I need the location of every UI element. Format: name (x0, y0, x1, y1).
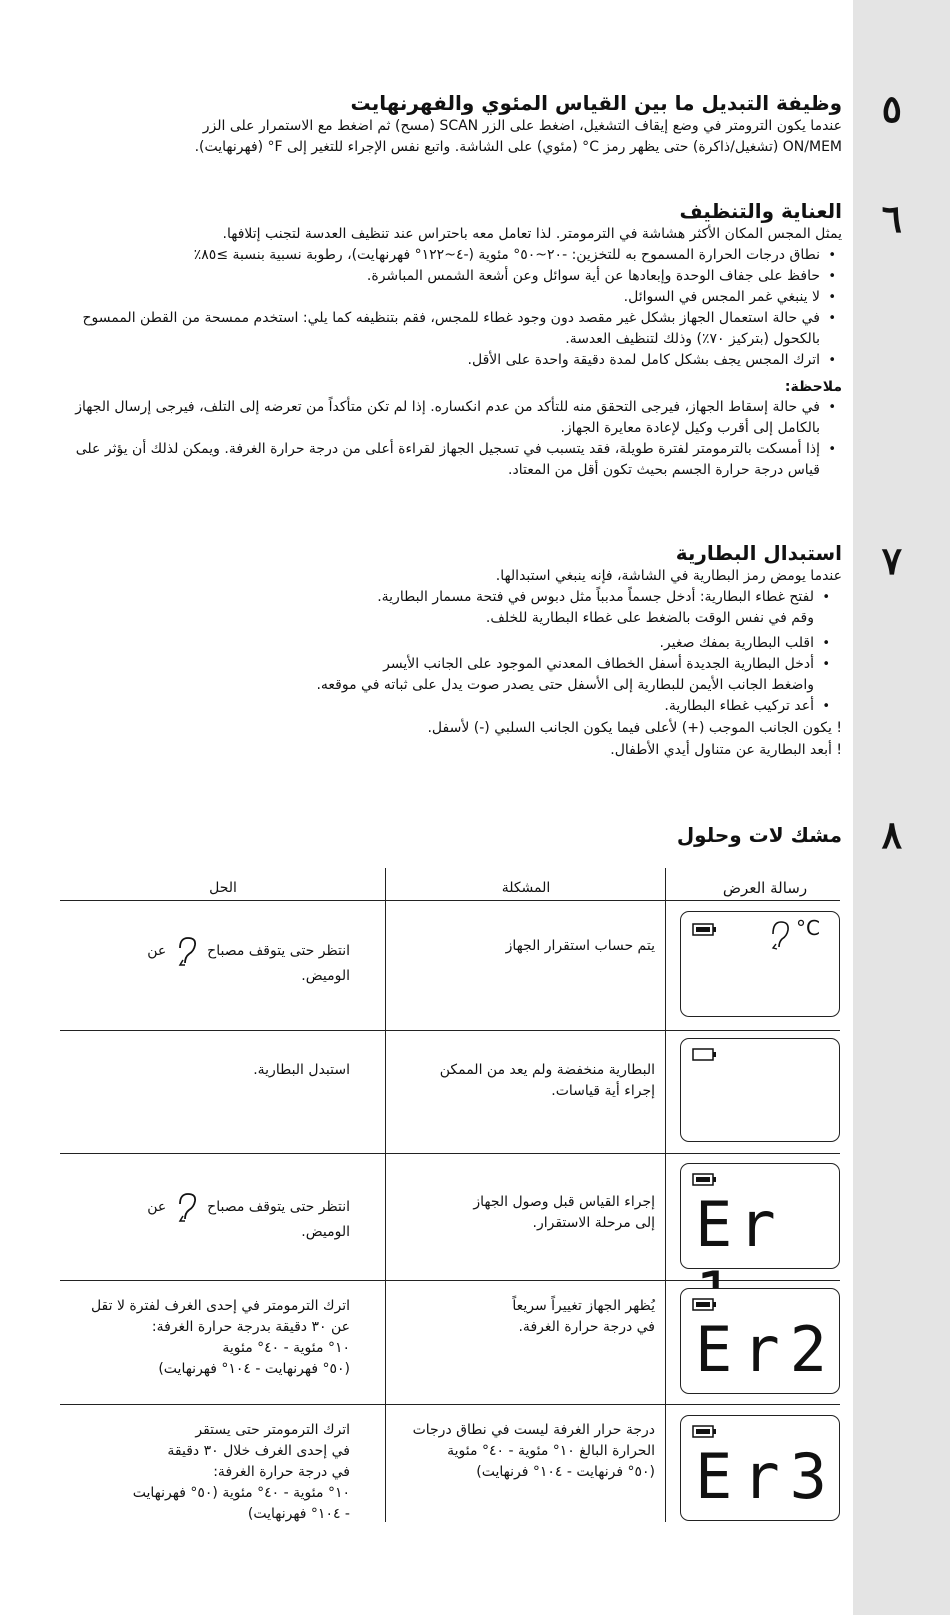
header-display: رسالة العرض (722, 879, 808, 897)
section-5-title: وظيفة التبديل ما بين القياس المئوي والفهرنهايت (350, 91, 842, 115)
section-8-number: ٨ (881, 812, 902, 857)
list-item: • لفتح غطاء البطارية: أدخل جسماً مدبباً مثل دبوس في فتحة مسمار البطارية. (60, 587, 814, 608)
row-divider (60, 1404, 840, 1405)
solution-cell (70, 1192, 350, 1243)
row-divider (60, 1153, 840, 1154)
solution-text: في درجة حرارة الغرفة: (213, 1464, 350, 1480)
section-7-intro: عندما يومض رمز البطارية في الشاشة، فإنه ينبغي استبدالها. (495, 568, 842, 584)
problem-cell (395, 1192, 655, 1234)
header-problem: المشكلة (501, 880, 551, 896)
header-solution: الحل (209, 880, 237, 896)
list-item: • في حالة إسقاط الجهاز، فيرجى التحقق منه للتأكد من عدم انكساره. إذا لم تكن متأكداً من تعرضه إلى التلف، فيرجى إرسال الجهاز بالكامل إلى أقرب وكيل لإعادة معايرة الجهاز. (60, 397, 820, 439)
problem-text: البطارية منخفضة ولم يعد من الممكن (439, 1062, 655, 1078)
solution-text: الوميض. (301, 968, 350, 984)
section-6-number: ٦ (881, 196, 902, 241)
empty-battery-icon (681, 1039, 839, 1141)
lcd-display-er2 (680, 1288, 840, 1394)
problem-text: إلى مرحلة الاستقرار. (532, 1215, 655, 1231)
note-title: ملاحظة: (784, 379, 842, 395)
section-6-title: العناية والتنظيف (679, 199, 842, 223)
list-item: • نطاق درجات الحرارة المسموح به للتخزين: -٢٠~٥٠° مئوية (-٤~١٢٢° فهرنهايت)، رطوبة نسبية بنسبة ≥٨٥٪ (60, 245, 820, 266)
battery-warning-1: ! يكون الجانب الموجب (+) لأعلى فيما يكون الجانب السلبي (-) لأسفل. (427, 720, 842, 736)
list-item: • إذا أمسكت بالترمومتر لفترة طويلة، فقد يتسبب في تسجيل الجهاز لقراءة أعلى من درجة حرارة الغرفة. ويمكن لذلك أن يؤثر على قياس درجة حرارة الجسم بحيث تكون أقل من المعتاد. (60, 439, 820, 481)
list-item: • اترك المجس يجف بشكل كامل لمدة دقيقة واحدة على الأقل. (60, 350, 820, 371)
solution-text: اترك الترمومتر في إحدى الغرف لفترة لا تقل (90, 1298, 350, 1314)
solution-text: الوميض. (301, 1224, 350, 1240)
problem-cell (395, 1296, 655, 1338)
section-6-intro: يمثل المجس المكان الأكثر هشاشة في الترمومتر. لذا تعامل معه باحتراس عند تنظيف العدسة لتجنب إتلافها. (222, 226, 842, 242)
section-5-number: ٥ (881, 86, 902, 131)
section-8-title: مشك لات وحلول (676, 823, 842, 847)
solution-text: انتظر حتى يتوقف مصباح (207, 943, 350, 959)
problem-text: يُظهر الجهاز تغييراً سريعاً (512, 1298, 655, 1314)
lcd-display-er3 (680, 1415, 840, 1521)
section-6 (60, 196, 902, 481)
lcd-display-er1 (680, 1163, 840, 1269)
problem-text: في درجة حرارة الغرفة. (518, 1319, 655, 1335)
list-item: • حافظ على جفاف الوحدة وإبعادها عن أية سوائل وعن أشعة الشمس المباشرة. (60, 266, 820, 287)
problem-text: الحرارة البالغ ١٠° مئوية - ٤٠° مئوية (447, 1443, 655, 1459)
solution-text: ١٠° مئوية - ٤٠° مئوية (222, 1340, 350, 1356)
lcd-display-low-battery (680, 1038, 840, 1142)
section-5 (60, 86, 902, 158)
solution-text: ١٠° مئوية - ٤٠° مئوية (٥٠° فهرنهايت (132, 1485, 350, 1501)
section-8 (60, 812, 902, 857)
list-item: وقم في نفس الوقت بالضغط على غطاء البطارية للخلف. (485, 610, 814, 626)
list-item: • أدخل البطارية الجديدة أسفل الخطاف المعدني الموجود على الجانب الأيسر (60, 654, 814, 675)
section-6-bullets (60, 245, 842, 371)
error-code: Er (695, 1188, 782, 1261)
section-5-line-2: ON/MEM (تشغيل/ذاكرة) حتى يظهر رمز C° (مئوي) على الشاشة. واتبع نفس الإجراء للتغير إلى F° (فهرنهايت). (194, 139, 842, 155)
problem-cell (395, 1060, 655, 1102)
problem-text: إجراء أية قياسات. (551, 1083, 655, 1099)
battery-warning-2: ! أبعد البطارية عن متناول أيدي الأطفال. (610, 742, 842, 758)
solution-text: في إحدى الغرف خلال ٣٠ دقيقة (167, 1443, 350, 1459)
row-divider (60, 1030, 840, 1031)
section-7-bullets (60, 587, 842, 717)
section-5-line-1: عندما يكون الترومتر في وضع إيقاف التشغيل، اضغط على الزر SCAN (مسح) ثم اضغط مع الاستمرار على الزر (202, 118, 842, 134)
section-7 (60, 538, 902, 761)
problem-text: درجة حرار الغرفة ليست في نطاق درجات (412, 1422, 655, 1438)
lamp-icon (174, 1192, 200, 1222)
solution-text: انتظر حتى يتوقف مصباح (207, 1199, 350, 1215)
solution-text: اترك الترمومتر حتى يستقر (195, 1422, 350, 1438)
solution-text: عن (147, 943, 167, 959)
solution-cell (70, 936, 350, 987)
list-item: • أعد تركيب غطاء البطارية. (60, 696, 814, 717)
lamp-icon (174, 936, 200, 966)
solution-text: عن (147, 1199, 167, 1215)
problem-cell: يتم حساب استقرار الجهاز (505, 938, 655, 954)
solution-cell (62, 1296, 350, 1380)
list-item: • اقلب البطارية بمفك صغير. (60, 633, 814, 654)
list-item: • لا ينبغي غمر المجس في السوائل. (60, 287, 820, 308)
error-code: Er2 (695, 1313, 837, 1386)
list-item: واضغط الجانب الأيمن للبطارية إلى الأسفل حتى يصدر صوت يدل على ثباته في موقعه. (316, 677, 814, 693)
solution-cell (70, 1420, 350, 1525)
problem-cell (385, 1420, 655, 1483)
page-margin-band (853, 0, 950, 1615)
celsius-symbol: °C (796, 916, 820, 940)
column-divider (665, 868, 666, 1522)
solution-text: (٥٠° فهرنهايت - ١٠٤° فهرنهايت) (158, 1361, 350, 1377)
row-divider (60, 900, 840, 901)
section-6-notes (60, 397, 842, 481)
error-code: Er3 (695, 1440, 837, 1513)
solution-text: - ١٠٤° فهرنهايت) (247, 1506, 350, 1522)
section-7-number: ٧ (881, 538, 902, 583)
problem-text: إجراء القياس قبل وصول الجهاز (473, 1194, 655, 1210)
section-7-title: استبدال البطارية (675, 541, 842, 565)
list-item: • في حالة استعمال الجهاز بشكل غير مقصد دون وجود غطاء للمجس، فقم بتنظيفه كما يلي: استخدم ممسحة من القطن الممسوح بالكحول (بتركيز ٧٠٪) وذلك لتنظيف العدسة. (60, 308, 820, 350)
problem-text: (٥٠° فرنهايت - ١٠٤° فرنهايت) (476, 1464, 655, 1480)
solution-cell: استبدل البطارية. (253, 1062, 350, 1078)
lcd-display-stabilizing (680, 911, 840, 1017)
solution-text: عن ٣٠ دقيقة بدرجة حرارة الغرفة: (151, 1319, 350, 1335)
